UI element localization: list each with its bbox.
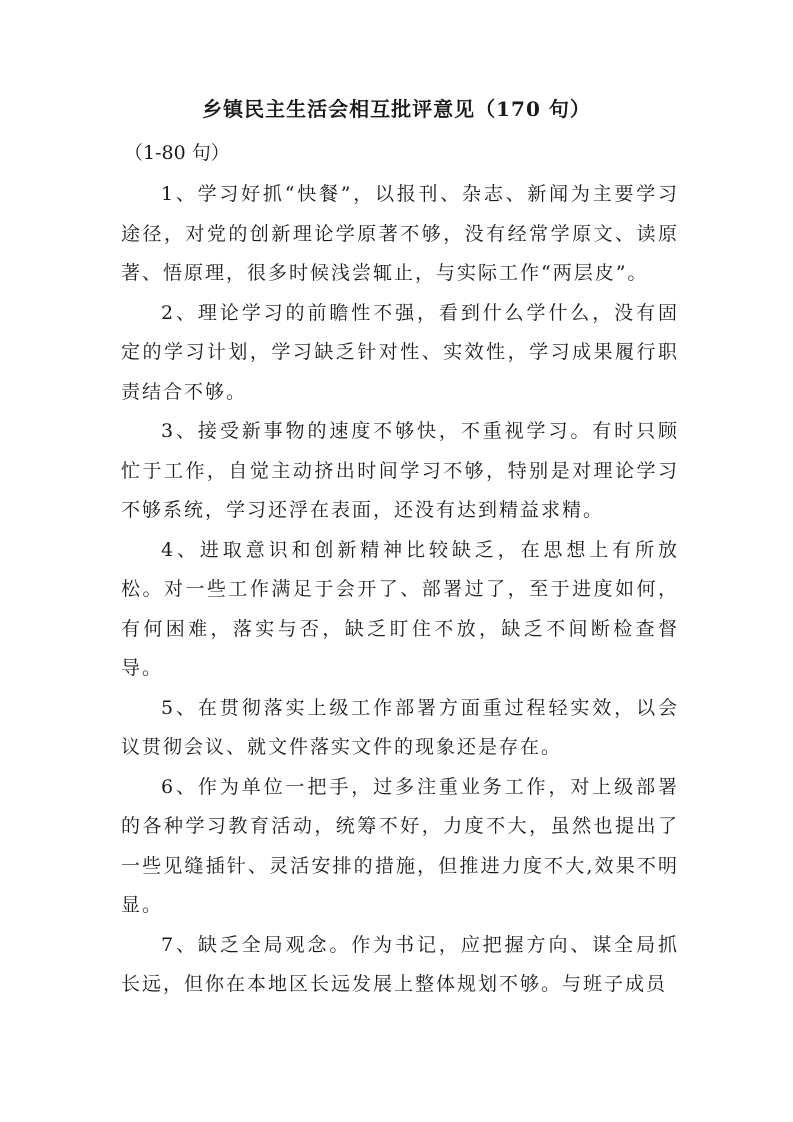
document-title: 乡镇民主生活会相互批评意见（170 句） — [202, 97, 591, 121]
paragraph-7: 7、缺乏全局观念。作为书记，应把握方向、谋全局抓长远，但你在本地区长远发展上整体规划不够。与班子成员 — [121, 933, 679, 995]
document-subtitle: （1-80 句） — [124, 142, 230, 164]
paragraph-6: 6、作为单位一把手，过多注重业务工作，对上级部署的各种学习教育活动，统筹不好，力度不大，虽然也提出了一些见缝插针、灵活安排的措施，但推进力度不大,效果不明显。 — [121, 775, 679, 916]
paragraph-1: 1、学习好抓“快餐”，以报刊、杂志、新闻为主要学习途径，对党的创新理论学原著不够，没有经常学原文、读原著、悟原理，很多时候浅尝辄止，与实际工作“两层皮”。 — [121, 183, 679, 284]
document-body — [121, 175, 679, 1005]
paragraph-4: 4、进取意识和创新精神比较缺乏，在思想上有所放松。对一些工作满足于会开了、部署过了，至于进度如何，有何困难，落实与否，缺乏盯住不放，缺乏不间断检查督导。 — [121, 538, 679, 679]
paragraph-5: 5、在贯彻落实上级工作部署方面重过程轻实效，以会议贯彻会议、就文件落实文件的现象还是存在。 — [121, 696, 679, 758]
paragraph-3: 3、接受新事物的速度不够快，不重视学习。有时只顾忙于工作，自觉主动挤出时间学习不够，特别是对理论学习不够系统，学习还浮在表面，还没有达到精益求精。 — [121, 420, 679, 521]
paragraph-2: 2、理论学习的前瞻性不强，看到什么学什么，没有固定的学习计划，学习缺乏针对性、实效性，学习成果履行职责结合不够。 — [121, 301, 679, 403]
